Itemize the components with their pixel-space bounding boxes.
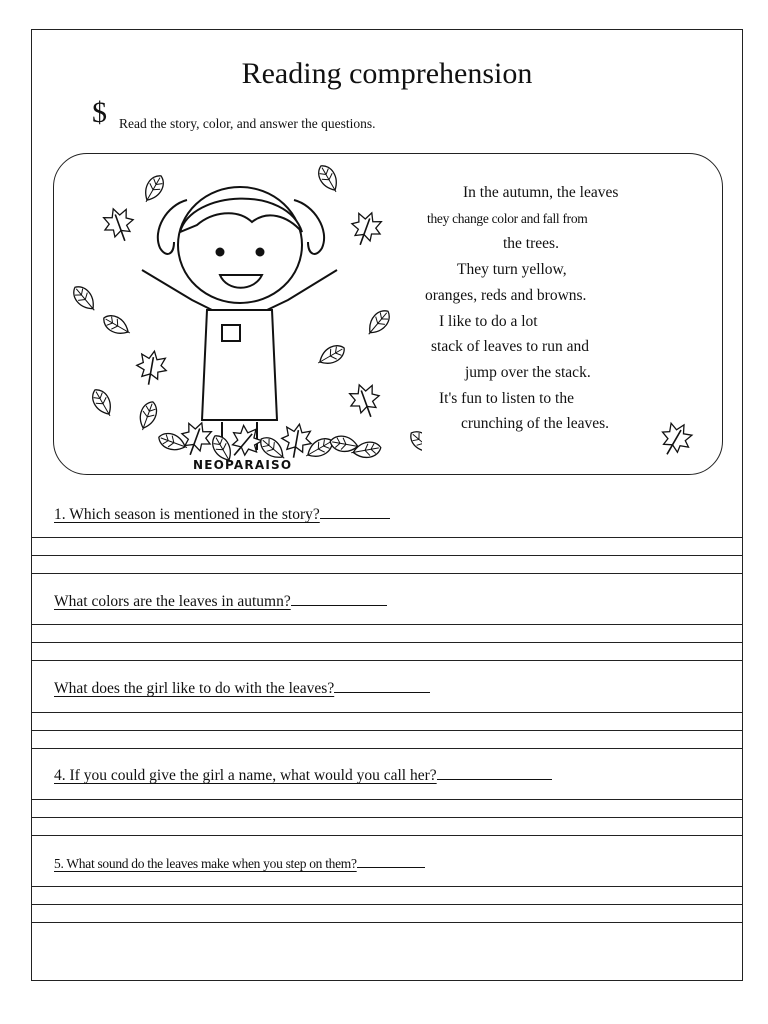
- leaf-icon: [314, 162, 342, 195]
- leaf-icon: [652, 412, 702, 462]
- leaf-icon: [88, 386, 116, 419]
- answer-blank[interactable]: [334, 691, 430, 693]
- story-line: they change color and fall from: [427, 210, 588, 226]
- question-text: 5. What sound do the leaves make when you step on them?: [54, 856, 357, 871]
- answer-line[interactable]: [32, 904, 742, 905]
- leaf-icon: [363, 306, 394, 339]
- leaf-icon: [135, 399, 159, 432]
- story-box: [53, 153, 723, 475]
- worksheet: [31, 29, 743, 981]
- leaf-icon: [99, 204, 139, 246]
- story-text: [409, 180, 699, 437]
- answer-line[interactable]: [32, 642, 742, 643]
- answer-line[interactable]: [32, 748, 742, 749]
- leaf-icon: [69, 282, 100, 315]
- answer-line[interactable]: [32, 573, 742, 574]
- answer-line[interactable]: [32, 922, 742, 923]
- question-text: What colors are the leaves in autumn?: [54, 593, 291, 610]
- answer-line[interactable]: [32, 730, 742, 731]
- question-text: 4. If you could give the girl a name, what would you call her?: [54, 767, 437, 784]
- answer-line[interactable]: [32, 886, 742, 887]
- answer-line[interactable]: [32, 712, 742, 713]
- answer-blank[interactable]: [357, 866, 425, 868]
- story-line: the trees.: [503, 235, 559, 253]
- answer-line[interactable]: [32, 537, 742, 538]
- story-line: oranges, reds and browns.: [425, 286, 587, 304]
- story-line: It's fun to listen to the: [439, 389, 574, 407]
- worksheet-title: Reading comprehension: [241, 57, 533, 90]
- leaf-icon: [139, 172, 167, 205]
- question-2: [54, 593, 387, 611]
- story-line: jump over the stack.: [465, 363, 591, 381]
- dollar-icon: $: [92, 96, 107, 129]
- question-1: [54, 506, 390, 524]
- leaf-icon: [346, 208, 386, 250]
- answer-blank[interactable]: [320, 517, 390, 519]
- answer-line[interactable]: [32, 624, 742, 625]
- question-4: [54, 767, 552, 785]
- leaf-icon: [134, 349, 169, 388]
- story-line: crunching of the leaves.: [461, 415, 610, 433]
- story-line: stack of leaves to run and: [431, 338, 589, 356]
- leaf-icon: [100, 311, 133, 339]
- leaf-icon: [345, 380, 385, 422]
- brand-logo: NEOPARAISO: [193, 458, 293, 472]
- answer-blank[interactable]: [437, 778, 552, 780]
- answer-line[interactable]: [32, 817, 742, 818]
- question-text: What does the girl like to do with the leaves?: [54, 680, 335, 697]
- instruction-text: Read the story, color, and answer the questions.: [119, 116, 376, 131]
- story-line: In the autumn, the leaves: [463, 184, 619, 201]
- answer-line[interactable]: [32, 835, 742, 836]
- story-line: They turn yellow,: [457, 261, 567, 279]
- story-line: I like to do a lot: [439, 312, 538, 330]
- question-5: [54, 856, 425, 872]
- question-3: [54, 680, 430, 698]
- girl-illustration: [62, 160, 422, 472]
- leaf-icon: [314, 341, 347, 369]
- answer-line[interactable]: [32, 799, 742, 800]
- answer-blank[interactable]: [291, 604, 387, 606]
- answer-line[interactable]: [32, 660, 742, 661]
- question-text: 1. Which season is mentioned in the story?: [54, 506, 320, 523]
- answer-line[interactable]: [32, 555, 742, 556]
- girl-figure: [142, 187, 337, 450]
